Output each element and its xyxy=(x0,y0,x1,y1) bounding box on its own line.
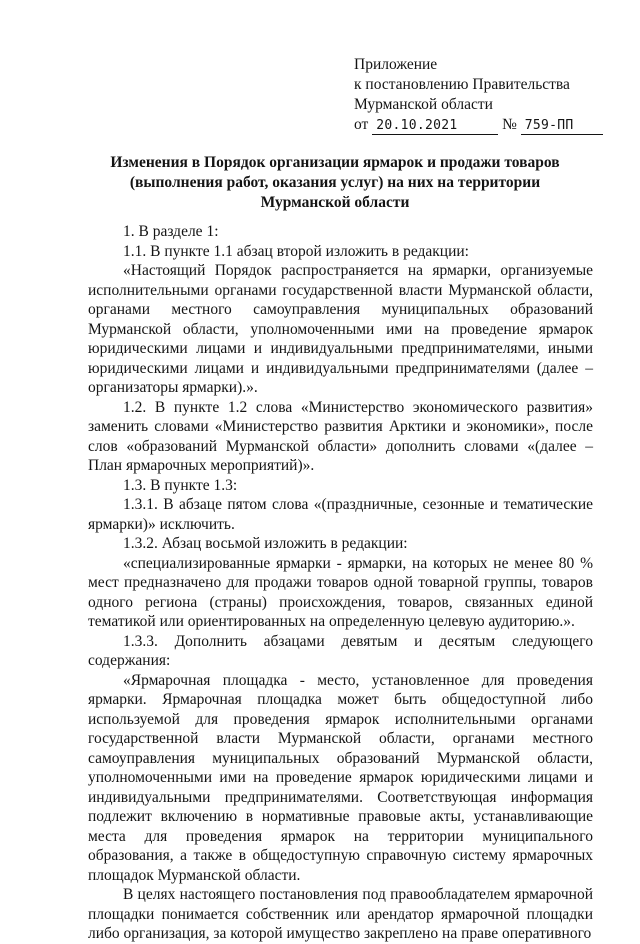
document-body xyxy=(88,222,593,944)
appendix-date-number-line xyxy=(354,115,624,135)
item-1-3-3-text-continued: В целях настоящего постановления под правообладателем ярмарочной площадки понимается собственник или арендатор ярмарочной площадки либо организация, за которой имущество закреплено на праве оперативного xyxy=(88,886,593,942)
date-prefix: от xyxy=(354,116,369,133)
appendix-header xyxy=(354,55,624,135)
item-1-1: 1.1. В пункте 1.1 абзац второй изложить в редакции: xyxy=(123,242,469,260)
appendix-resolution-ref: к постановлению Правительства xyxy=(354,76,570,93)
section-1-heading: 1. В разделе 1: xyxy=(123,223,219,240)
number-prefix: № xyxy=(502,116,517,133)
item-1-3-2-text: «специализированные ярмарки - ярмарки, на которых не менее 80 % мест предназначено для продажи товаров одной товарной группы, товаров одного региона (страны) происхождения, товаров, связанных единой тематикой или ориентированных на определенную целевую аудиторию.». xyxy=(88,554,593,630)
resolution-date: 20.10.2021 xyxy=(372,118,498,135)
resolution-number: 759-ПП xyxy=(521,118,603,135)
item-1-3: 1.3. В пункте 1.3: xyxy=(123,476,238,494)
item-1-3-2: 1.3.2. Абзац восьмой изложить в редакции: xyxy=(123,535,408,552)
item-1-1-text: «Настоящий Порядок распространяется на ярмарки, организуемые исполнительными органами государственной власти Мурманской области, органами местного самоуправления муниципальных образований Мурманской области, уполномоченными ими на проведение ярмарок юридическими лицами и индивидуальными предпринимателями, иными юридическими лицами и индивидуальными предпринимателями (далее – организаторы ярмарки).». xyxy=(88,262,593,396)
item-1-3-3: 1.3.3. Дополнить абзацами девятым и десятым следующего содержания: xyxy=(88,632,593,669)
appendix-region: Мурманской области xyxy=(354,96,493,113)
item-1-3-1: 1.3.1. В абзаце пятом слова «(праздничные, сезонные и тематические ярмарки)» исключить. xyxy=(88,496,593,533)
item-1-2: 1.2. В пункте 1.2 слова «Министерство экономического развития» заменить словами «Министерство развития Арктики и экономики», после слов «образований Мурманской области» дополнить словами «(далее – План ярмарочных мероприятий)». xyxy=(88,398,593,474)
document-title: Изменения в Порядок организации ярмарок и продажи товаров (выполнения работ, оказания услуг) на них на территории Мурманской области xyxy=(110,154,560,211)
appendix-label: Приложение xyxy=(354,56,438,73)
item-1-3-3-text: «Ярмарочная площадка - место, установленное для проведения ярмарки. Ярмарочная площадка может быть общедоступной либо используемой для проведения ярмарок исполнительными органами государственной власти Мурманской области, органами местного самоуправления муниципальных образований Мурманской области, уполномоченными ими на проведение ярмарок юридическими лицами и индивидуальными предпринимателями. Соответствующая информация подлежит включению в нормативные правовые акты, устанавливающие места для проведения ярмарок на территории муниципального образования, а также в общедоступную справочную систему ярмарочных площадок Мурманской области. xyxy=(88,671,593,884)
